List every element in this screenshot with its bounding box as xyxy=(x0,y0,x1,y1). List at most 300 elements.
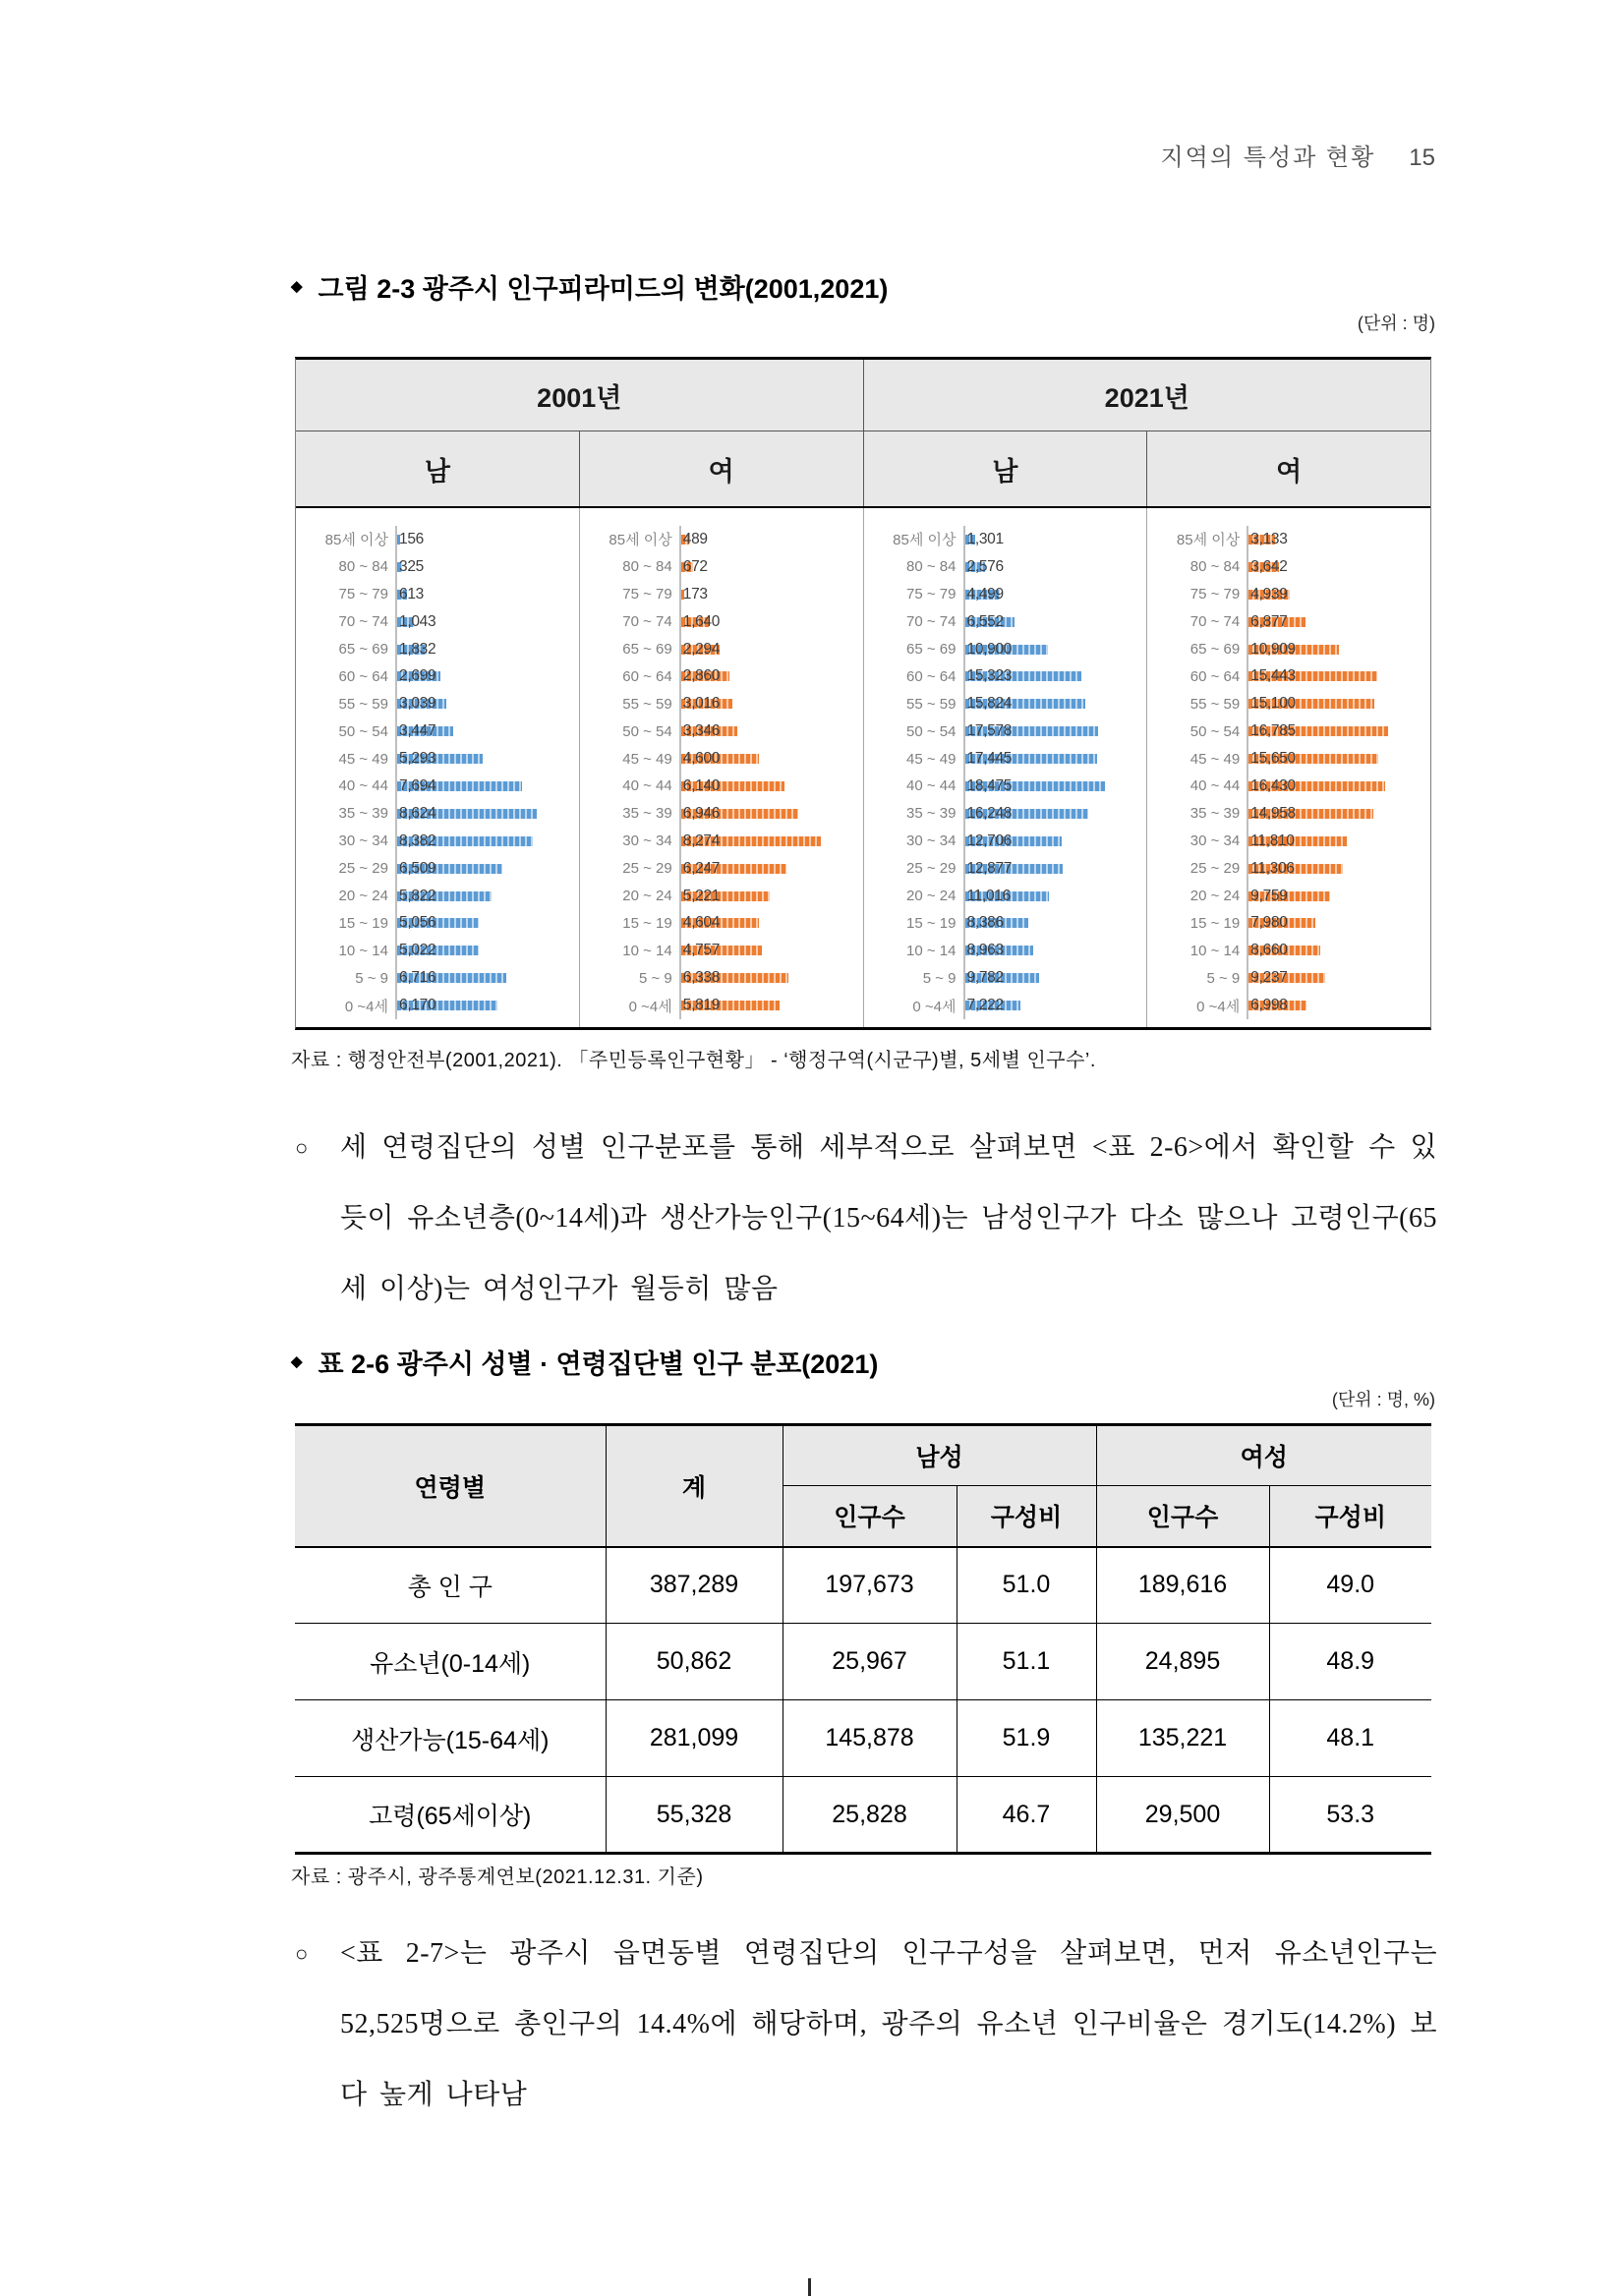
pyramid-row xyxy=(1153,828,1426,855)
age-axis-label: 60 ~ 64 xyxy=(1189,667,1241,685)
pyramid-row xyxy=(870,636,1143,663)
sex-header-2021-female: 여 xyxy=(1146,431,1430,506)
pyramid-row xyxy=(1153,964,1426,992)
bar-value-label: 16,248 xyxy=(966,804,1013,822)
body-paragraph xyxy=(295,1919,1437,2131)
bar-zone xyxy=(679,553,859,581)
bar-zone xyxy=(679,937,859,964)
bar-value-label: 9,759 xyxy=(1250,887,1288,904)
running-header-title: 지역의 특성과 현황 xyxy=(1160,144,1376,171)
bar-value-label: 3,133 xyxy=(1250,530,1288,547)
bar-zone xyxy=(1247,937,1426,964)
bar-zone xyxy=(1247,828,1426,855)
bar-value-label: 10,900 xyxy=(966,640,1013,658)
age-axis-label: 0 ~4세 xyxy=(912,998,957,1015)
figure-source: 자료 : 행정안전부(2001,2021). 「주민등록인구현황」 - ‘행정구역(시군구)별, 5세별 인구수’. xyxy=(291,1050,1096,1071)
age-axis-label: 30 ~ 34 xyxy=(338,832,388,850)
cell-female-pop: 135,221 xyxy=(1096,1700,1269,1777)
age-axis-label: 25 ~ 29 xyxy=(1189,860,1241,878)
age-axis-label: 25 ~ 29 xyxy=(622,860,672,878)
pyramid-row xyxy=(1153,526,1426,553)
age-axis-label: 25 ~ 29 xyxy=(338,860,388,878)
pyramid-row xyxy=(870,992,1143,1019)
bar-value-label: 5,819 xyxy=(682,997,721,1014)
pyramid-row xyxy=(870,581,1143,608)
age-axis-label: 15 ~ 19 xyxy=(622,914,672,932)
age-axis-label: 5 ~ 9 xyxy=(638,969,672,987)
bar-zone xyxy=(1247,855,1426,883)
bar-value-label: 5,822 xyxy=(399,887,436,904)
pyramid-row xyxy=(870,690,1143,718)
table-row xyxy=(295,1777,1431,1854)
age-axis-label: 80 ~ 84 xyxy=(1189,558,1241,576)
bar-value-label: 12,706 xyxy=(966,832,1013,849)
pyramid-row xyxy=(1153,581,1426,608)
pyramid-panel-2001-male xyxy=(296,508,579,1027)
sex-header-row xyxy=(296,431,1430,508)
bar-value-label: 6,170 xyxy=(399,997,436,1014)
pyramid-row xyxy=(302,690,575,718)
bar-zone xyxy=(679,855,859,883)
bar-zone xyxy=(963,800,1143,828)
col-header-female-pop: 인구수 xyxy=(1096,1486,1269,1547)
pyramid-row xyxy=(302,800,575,828)
pyramid-row xyxy=(1153,662,1426,690)
bar-value-label: 156 xyxy=(399,530,424,547)
bar-zone xyxy=(395,718,575,745)
paragraph-text: 세 연령집단의 성별 인구분포를 통해 세부적으로 살펴보면 <표 2-6>에서 확인할 수 있듯이 유소년층(0~14세)과 생산가능인구(15~64세)는 남성인구가 다소 많으나 고령인구(65세 이상)는 여성인구가 월등히 많음 xyxy=(340,1132,1437,1304)
bar-zone xyxy=(395,608,575,636)
bar-zone xyxy=(679,909,859,937)
pyramid-row xyxy=(586,773,859,800)
age-axis-label: 20 ~ 24 xyxy=(906,888,957,905)
bar-zone xyxy=(1247,690,1426,718)
age-axis-label: 65 ~ 69 xyxy=(622,641,672,658)
bar-value-label: 6,338 xyxy=(682,969,721,987)
pyramid-row xyxy=(1153,937,1426,964)
pyramid-row xyxy=(1153,883,1426,910)
circle-bullet-icon: ○ xyxy=(295,1135,309,1160)
bar-zone xyxy=(1247,581,1426,608)
pyramid-row xyxy=(586,581,859,608)
age-axis-label: 70 ~ 74 xyxy=(1189,613,1241,631)
pyramid-row xyxy=(1153,553,1426,581)
bar-zone xyxy=(1247,909,1426,937)
age-axis-label: 10 ~ 14 xyxy=(1189,942,1241,959)
paragraph-text: <표 2-7>는 광주시 읍면동별 연령집단의 인구구성을 살펴보면, 먼저 유소년인구는 52,525명으로 총인구의 14.4%에 해당하며, 광주의 유소년 인구비율은 경기도(14.2%) 보다 높게 나타남 xyxy=(340,1938,1437,2110)
pyramid-row xyxy=(586,636,859,663)
bar-zone xyxy=(963,553,1143,581)
bar-zone xyxy=(1247,773,1426,800)
bar-value-label: 8,382 xyxy=(399,832,436,849)
table-row xyxy=(295,1547,1431,1624)
pyramid-row xyxy=(586,662,859,690)
bar-zone xyxy=(963,909,1143,937)
pyramid-row xyxy=(302,581,575,608)
figure-caption xyxy=(291,267,888,306)
bar-value-label: 7,980 xyxy=(1250,914,1288,932)
cell-male-ratio: 51.0 xyxy=(957,1547,1096,1624)
table-title: 표 2-6 광주시 성별 · 연령집단별 인구 분포(2021) xyxy=(318,1349,879,1379)
bar-zone xyxy=(395,800,575,828)
year-header-2021: 2021년 xyxy=(863,360,1431,430)
age-axis-label: 45 ~ 49 xyxy=(906,750,957,768)
cell-male-pop: 25,828 xyxy=(783,1777,957,1854)
bar-zone xyxy=(679,964,859,992)
bar-zone xyxy=(963,992,1143,1019)
age-axis-label: 40 ~ 44 xyxy=(906,777,957,795)
bar-zone xyxy=(679,745,859,773)
pyramid-row xyxy=(1153,636,1426,663)
bar-zone xyxy=(963,526,1143,553)
pyramid-row xyxy=(302,992,575,1019)
age-axis-label: 70 ~ 74 xyxy=(906,613,957,631)
pyramid-row xyxy=(302,636,575,663)
table-row xyxy=(295,1700,1431,1777)
sex-header-2021-male: 남 xyxy=(863,431,1147,506)
age-axis-label: 10 ~ 14 xyxy=(622,942,672,959)
bar-zone xyxy=(963,662,1143,690)
bar-zone xyxy=(679,800,859,828)
cell-female-pop: 29,500 xyxy=(1096,1777,1269,1854)
pyramid-row xyxy=(1153,909,1426,937)
age-axis-label: 80 ~ 84 xyxy=(622,558,672,576)
bar-zone xyxy=(1247,526,1426,553)
pyramid-panel-2001-female xyxy=(579,508,863,1027)
bar-zone xyxy=(963,964,1143,992)
age-axis-label: 55 ~ 59 xyxy=(622,695,672,713)
age-axis-label: 65 ~ 69 xyxy=(338,641,388,658)
sex-header-2001-female: 여 xyxy=(579,431,863,506)
bar-zone xyxy=(1247,553,1426,581)
col-header-total: 계 xyxy=(606,1425,783,1547)
sex-header-2001-male: 남 xyxy=(424,456,450,487)
bar-value-label: 9,782 xyxy=(966,969,1004,987)
bar-value-label: 6,509 xyxy=(399,859,436,877)
bar-zone xyxy=(963,855,1143,883)
age-axis-label: 70 ~ 74 xyxy=(338,613,388,631)
row-label: 고령(65세이상) xyxy=(295,1777,606,1854)
bar-zone xyxy=(1247,800,1426,828)
row-label: 유소년(0-14세) xyxy=(295,1624,606,1700)
bar-zone xyxy=(679,636,859,663)
bar-zone xyxy=(1247,608,1426,636)
pyramid-row xyxy=(870,909,1143,937)
pyramid-row xyxy=(302,828,575,855)
pyramid-row xyxy=(586,964,859,992)
bar-zone xyxy=(395,855,575,883)
bar-value-label: 8,386 xyxy=(966,914,1004,932)
bar-value-label: 12,877 xyxy=(966,859,1013,877)
bar-value-label: 4,499 xyxy=(966,585,1004,603)
cell-male-ratio: 51.9 xyxy=(957,1700,1096,1777)
row-label: 총 인 구 xyxy=(295,1547,606,1624)
bar-zone xyxy=(395,690,575,718)
pyramid-row xyxy=(302,773,575,800)
pyramid-row xyxy=(302,909,575,937)
bar-value-label: 3,039 xyxy=(399,695,436,713)
bar-value-label: 14,958 xyxy=(1250,804,1296,822)
bar-zone xyxy=(395,581,575,608)
bar-value-label: 5,221 xyxy=(682,887,721,904)
age-axis-label: 0 ~4세 xyxy=(344,998,388,1015)
age-axis-label: 0 ~4세 xyxy=(1196,998,1241,1015)
table-source: 자료 : 광주시, 광주통계연보(2021.12.31. 기준) xyxy=(291,1866,704,1888)
age-axis-label: 60 ~ 64 xyxy=(622,667,672,685)
bar-zone xyxy=(395,553,575,581)
pyramid-row xyxy=(586,992,859,1019)
bar-value-label: 6,998 xyxy=(1250,997,1288,1014)
pyramid-row xyxy=(1153,992,1426,1019)
bar-zone xyxy=(395,662,575,690)
bar-value-label: 10,909 xyxy=(1250,640,1296,658)
bar-zone xyxy=(963,608,1143,636)
col-header-age: 연령별 xyxy=(295,1425,606,1547)
pyramid-row xyxy=(870,745,1143,773)
bar-value-label: 17,578 xyxy=(966,722,1013,740)
bar-zone xyxy=(395,745,575,773)
bar-value-label: 3,642 xyxy=(1250,557,1288,575)
bar-zone xyxy=(963,937,1143,964)
bar-value-label: 2,576 xyxy=(966,557,1004,575)
pyramid-row xyxy=(586,828,859,855)
pyramid-row xyxy=(1153,800,1426,828)
cell-total: 281,099 xyxy=(606,1700,783,1777)
bar-value-label: 15,323 xyxy=(966,667,1013,685)
running-header xyxy=(1160,138,1435,172)
bar-zone xyxy=(679,992,859,1019)
pyramid-panels xyxy=(296,508,1430,1027)
col-header-female: 여성 xyxy=(1096,1425,1431,1486)
age-axis-label: 60 ~ 64 xyxy=(338,667,388,685)
age-axis-label: 20 ~ 24 xyxy=(338,888,388,905)
bar-zone xyxy=(963,883,1143,910)
bar-zone xyxy=(679,773,859,800)
year-header-row xyxy=(296,360,1430,431)
age-axis-label: 35 ~ 39 xyxy=(1189,805,1241,823)
age-axis-label: 30 ~ 34 xyxy=(622,832,672,850)
age-axis-label: 5 ~ 9 xyxy=(1206,969,1241,987)
cell-male-pop: 145,878 xyxy=(783,1700,957,1777)
pyramid-row xyxy=(302,964,575,992)
bar-zone xyxy=(1247,636,1426,663)
age-axis-label: 35 ~ 39 xyxy=(338,805,388,823)
bar-value-label: 15,650 xyxy=(1250,750,1296,768)
pyramid-row xyxy=(870,964,1143,992)
pyramid-row xyxy=(870,526,1143,553)
bar-zone xyxy=(395,992,575,1019)
age-axis-label: 45 ~ 49 xyxy=(1189,750,1241,768)
bar-value-label: 3,346 xyxy=(682,722,721,740)
pyramid-row xyxy=(1153,855,1426,883)
pyramid-row xyxy=(302,883,575,910)
bar-zone xyxy=(679,828,859,855)
col-header-female-ratio: 구성비 xyxy=(1269,1486,1431,1547)
bar-zone xyxy=(1247,964,1426,992)
age-axis-label: 55 ~ 59 xyxy=(1189,695,1241,713)
bar-value-label: 3,447 xyxy=(399,722,436,740)
col-header-male: 남성 xyxy=(783,1425,1096,1486)
bar-value-label: 325 xyxy=(399,557,424,575)
pyramid-row xyxy=(302,745,575,773)
age-axis-label: 15 ~ 19 xyxy=(338,914,388,932)
cell-male-ratio: 46.7 xyxy=(957,1777,1096,1854)
table-caption xyxy=(291,1343,878,1381)
cell-female-ratio: 48.1 xyxy=(1269,1700,1431,1777)
age-axis-label: 15 ~ 19 xyxy=(1189,914,1241,932)
age-axis-label: 80 ~ 84 xyxy=(338,558,388,576)
cell-male-ratio: 51.1 xyxy=(957,1624,1096,1700)
bar-value-label: 5,056 xyxy=(399,914,436,932)
bar-value-label: 489 xyxy=(682,530,708,547)
pyramid-row xyxy=(870,883,1143,910)
bar-value-label: 15,100 xyxy=(1250,695,1296,713)
cell-total: 387,289 xyxy=(606,1547,783,1624)
age-axis-label: 85세 이상 xyxy=(609,532,672,549)
bar-zone xyxy=(963,773,1143,800)
age-axis-label: 40 ~ 44 xyxy=(622,777,672,795)
age-axis-label: 50 ~ 54 xyxy=(338,722,388,740)
pyramid-row xyxy=(586,909,859,937)
bar-zone xyxy=(1247,745,1426,773)
age-axis-label: 85세 이상 xyxy=(324,532,388,549)
pyramid-row xyxy=(586,745,859,773)
bar-value-label: 3,016 xyxy=(682,695,721,713)
bar-value-label: 15,824 xyxy=(966,695,1013,713)
pyramid-row xyxy=(586,883,859,910)
bar-zone xyxy=(963,718,1143,745)
bar-zone xyxy=(395,937,575,964)
bar-value-label: 2,294 xyxy=(682,640,721,658)
age-axis-label: 20 ~ 24 xyxy=(1189,888,1241,905)
bar-value-label: 4,600 xyxy=(682,750,721,768)
year-header-2001: 2001년 xyxy=(537,382,622,413)
bar-zone xyxy=(679,690,859,718)
diamond-bullet-icon: ◆ xyxy=(291,277,303,295)
age-axis-label: 50 ~ 54 xyxy=(622,722,672,740)
age-axis-label: 75 ~ 79 xyxy=(622,586,672,603)
pyramid-row xyxy=(586,526,859,553)
bar-value-label: 6,877 xyxy=(1250,612,1288,630)
pyramid-row xyxy=(870,553,1143,581)
pyramid-row xyxy=(302,662,575,690)
col-header-male-pop: 인구수 xyxy=(783,1486,957,1547)
bar-zone xyxy=(1247,992,1426,1019)
age-axis-label: 55 ~ 59 xyxy=(906,695,957,713)
bar-value-label: 16,430 xyxy=(1250,776,1296,794)
age-axis-label: 60 ~ 64 xyxy=(906,667,957,685)
bar-zone xyxy=(679,662,859,690)
bar-value-label: 6,247 xyxy=(682,859,721,877)
row-label: 생산가능(15-64세) xyxy=(295,1700,606,1777)
pyramid-row xyxy=(1153,718,1426,745)
age-axis-label: 40 ~ 44 xyxy=(1189,777,1241,795)
bar-zone xyxy=(395,883,575,910)
pyramid-row xyxy=(870,608,1143,636)
table-unit-note: (단위 : 명, %) xyxy=(1331,1390,1435,1409)
pyramid-row xyxy=(870,800,1143,828)
age-axis-label: 35 ~ 39 xyxy=(622,805,672,823)
pyramid-row xyxy=(1153,608,1426,636)
bar-zone xyxy=(679,718,859,745)
pyramid-row xyxy=(870,718,1143,745)
pyramid-row xyxy=(302,553,575,581)
pyramid-row xyxy=(302,526,575,553)
age-axis-label: 5 ~ 9 xyxy=(922,969,957,987)
bar-zone xyxy=(679,608,859,636)
circle-bullet-icon: ○ xyxy=(295,1941,309,1966)
pyramid-row xyxy=(586,800,859,828)
bar-value-label: 8,624 xyxy=(399,804,436,822)
bar-zone xyxy=(1247,883,1426,910)
pyramid-row xyxy=(302,937,575,964)
bar-value-label: 7,694 xyxy=(399,776,436,794)
bar-value-label: 11,016 xyxy=(966,887,1011,904)
bar-zone xyxy=(963,690,1143,718)
bar-value-label: 15,443 xyxy=(1250,667,1296,685)
bar-value-label: 5,022 xyxy=(399,942,436,959)
bar-zone xyxy=(395,828,575,855)
pyramid-row xyxy=(586,718,859,745)
pyramid-row xyxy=(586,937,859,964)
pyramid-row xyxy=(586,690,859,718)
pyramid-row xyxy=(870,773,1143,800)
cell-female-ratio: 53.3 xyxy=(1269,1777,1431,1854)
pyramid-row xyxy=(870,937,1143,964)
age-axis-label: 10 ~ 14 xyxy=(338,942,388,959)
bar-value-label: 16,785 xyxy=(1250,722,1296,740)
cell-male-pop: 25,967 xyxy=(783,1624,957,1700)
age-axis-label: 10 ~ 14 xyxy=(906,942,957,959)
age-axis-label: 30 ~ 34 xyxy=(906,832,957,850)
pyramid-row xyxy=(302,608,575,636)
pyramid-row xyxy=(870,662,1143,690)
pyramid-row xyxy=(302,718,575,745)
pyramid-panel-2021-female xyxy=(1146,508,1430,1027)
age-axis-label: 25 ~ 29 xyxy=(906,860,957,878)
age-axis-label: 80 ~ 84 xyxy=(906,558,957,576)
bar-value-label: 2,860 xyxy=(682,667,721,685)
bar-value-label: 2,699 xyxy=(399,667,436,685)
bar-value-label: 5,293 xyxy=(399,750,436,768)
body-paragraph xyxy=(295,1113,1437,1325)
bar-zone xyxy=(963,636,1143,663)
bar-zone xyxy=(679,581,859,608)
bar-value-label: 9,237 xyxy=(1250,969,1288,987)
pyramid-row xyxy=(586,608,859,636)
age-axis-label: 40 ~ 44 xyxy=(338,777,388,795)
age-axis-label: 85세 이상 xyxy=(893,532,957,549)
age-axis-label: 65 ~ 69 xyxy=(1189,641,1241,658)
bar-value-label: 672 xyxy=(682,557,708,575)
population-distribution-table xyxy=(295,1423,1431,1855)
age-axis-label: 55 ~ 59 xyxy=(338,695,388,713)
bar-zone xyxy=(963,745,1143,773)
bar-zone xyxy=(679,883,859,910)
bar-zone xyxy=(679,526,859,553)
bar-value-label: 8,660 xyxy=(1250,942,1288,959)
pyramid-row xyxy=(1153,690,1426,718)
bar-value-label: 6,716 xyxy=(399,969,436,987)
age-axis-label: 5 ~ 9 xyxy=(355,969,388,987)
pyramid-row xyxy=(870,855,1143,883)
bar-value-label: 1,832 xyxy=(399,640,436,658)
age-axis-label: 50 ~ 54 xyxy=(906,722,957,740)
cell-male-pop: 197,673 xyxy=(783,1547,957,1624)
bar-value-label: 6,140 xyxy=(682,776,721,794)
pyramid-row xyxy=(586,855,859,883)
bar-value-label: 17,445 xyxy=(966,750,1013,768)
